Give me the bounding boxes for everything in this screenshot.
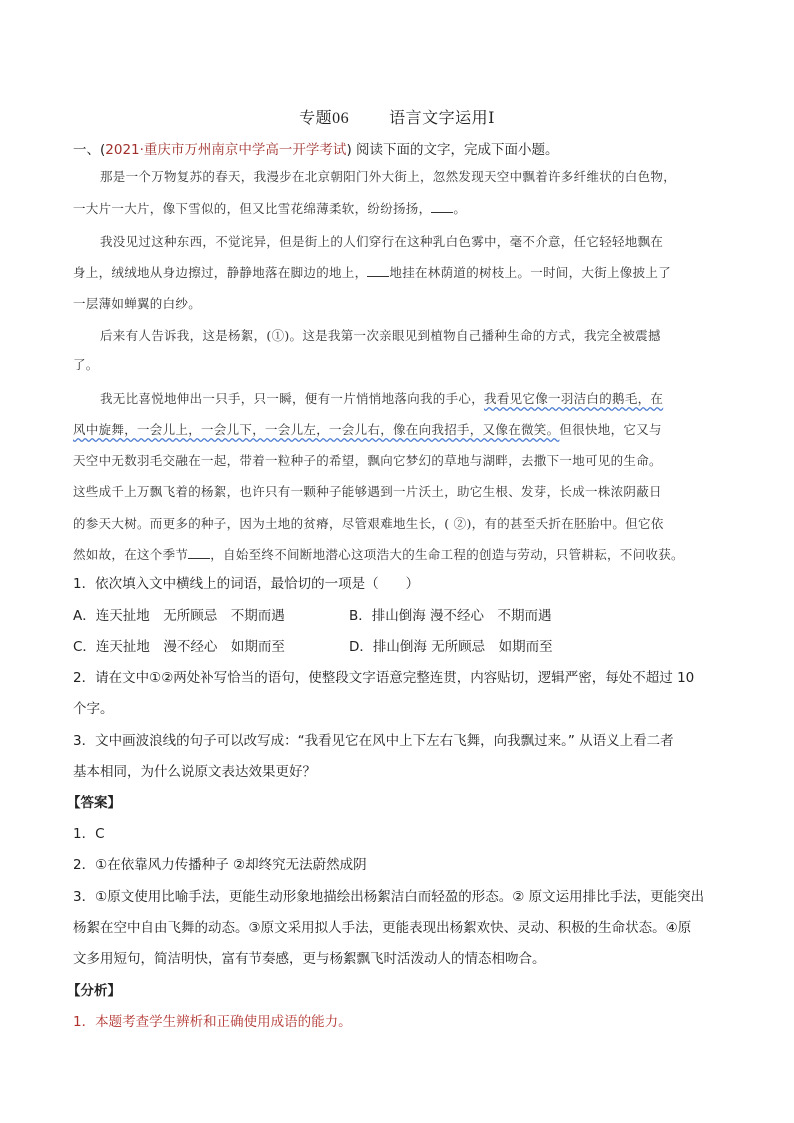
question-1: 1．依次填入文中横线上的词语，最恰切的一项是（ ） — [73, 576, 420, 592]
question-3-cont: 基本相同，为什么说原文表达效果更好？ — [73, 764, 316, 780]
answer-3: 3．①原文使用比喻手法，更能生动形象地描绘出杨絮洁白而轻盈的形态。② 原文运用排比手法，更能突出 — [73, 889, 705, 905]
question-2: 2．请在文中①②两处补写恰当的语句，使整段文字语意完整连贯，内容贴切，逻辑严密，每处不超过 10 — [73, 670, 695, 686]
passage-line: 然如故，在这个季节 ，自始至终不间断地潜心这项浩大的生命工程的创造与劳动，只管耕耘，不问收获。 — [73, 547, 684, 562]
blank-3 — [188, 546, 210, 559]
option-d: D．排山倒海 无所顾忌 如期而至 — [349, 639, 553, 655]
option-b: B．排山倒海 漫不经心 不期而遇 — [349, 608, 552, 624]
option-c: C．连天扯地 漫不经心 如期而至 — [73, 639, 285, 655]
answer-header: 【答案】 — [67, 795, 121, 811]
title-topic: 专题06 — [299, 110, 350, 127]
question-source: 2021·重庆市万州南京中学高一开学考试 — [105, 142, 347, 158]
passage-line: 的参天大树。而更多的种子，因为土地的贫瘠，尽管艰难地生长，( ②)，有的甚至夭折在胚胎中。但它依 — [73, 516, 664, 531]
question-3: 3．文中画波浪线的句子可以改写成：“我看见它在风中上下左右飞舞，向我飘过来。” 从语义上看二者 — [73, 733, 674, 749]
title-subject: 语言文字运用Ⅰ — [389, 110, 495, 127]
passage-line: 一大片一大片，像下雪似的，但又比雪花绵薄柔软，纷纷扬扬， 。 — [73, 201, 467, 216]
blank-1 — [431, 200, 453, 213]
passage-line: 身上，绒绒地从身边擦过，静静地落在脚边的地上， 地挂在林荫道的树枝上。一时间，大街上像披上了 — [73, 265, 672, 280]
analysis-1: 1．本题考查学生辨析和正确使用成语的能力。 — [73, 1014, 352, 1030]
answer-3-cont: 杨絮在空中自由飞舞的动态。③原文采用拟人手法，更能表现出杨絮欢快、灵动、积极的生命状态。④原 — [73, 920, 692, 936]
passage-line: 天空中无数羽毛交融在一起，带着一粒种子的希望，飘向它梦幻的草地与湖畔，去撒下一地可见的生命。 — [73, 453, 662, 468]
passage-line: 我无比喜悦地伸出一只手，只一瞬，便有一片悄悄地落向我的手心，我看见它像一羽洁白的鹅毛，在 — [100, 391, 664, 406]
passage-line: 我没见过这种东西，不觉诧异，但是街上的人们穿行在这种乳白色雾中，毫不介意，任它轻轻地飘在 — [100, 234, 664, 249]
passage-line: 那是一个万物复苏的春天，我漫步在北京朝阳门外大街上，忽然发现天空中飘着许多纤维状的白色物， — [100, 169, 677, 184]
answer-2: 2．①在依靠风力传播种子 ②却终究无法蔚然成阴 — [73, 857, 367, 873]
page-title — [0, 105, 794, 128]
passage-line: 一层薄如蝉翼的白纱。 — [73, 296, 202, 311]
passage-line: 后来有人告诉我，这是杨絮，(①)。这是我第一次亲眼见到植物自己播种生命的方式，我完全被震撼 — [100, 328, 661, 343]
question-header: 一、(2021·重庆市万州南京中学高一开学考试) 阅读下面的文字，完成下面小题。 — [73, 142, 559, 158]
answer-1: 1．C — [73, 826, 105, 842]
passage-line: 风中旋舞，一会儿上，一会儿下，一会儿左，一会儿右，像在向我招手，又像在微笑。但很快地，它又与 — [73, 422, 662, 437]
passage-line: 这些成千上万飘飞着的杨絮，也许只有一颗种子能够遇到一片沃土，助它生根、发芽，长成一株浓阴蔽日 — [73, 484, 662, 499]
option-a: A．连天扯地 无所顾忌 不期而遇 — [73, 608, 285, 624]
answer-3-cont: 文多用短句，简洁明快，富有节奏感，更与杨絮飘飞时活泼动人的情态相吻合。 — [73, 951, 546, 967]
analysis-header: 【分析】 — [67, 983, 121, 999]
question-2-cont: 个字。 — [73, 701, 114, 717]
blank-2 — [367, 264, 389, 277]
wavy-sentence: 风中旋舞，一会儿上，一会儿下，一会儿左，一会儿右，像在向我招手，又像在微笑。 — [73, 422, 560, 437]
passage-line: 了。 — [73, 357, 99, 372]
wavy-sentence: 我看见它像一羽洁白的鹅毛，在 — [484, 391, 664, 406]
